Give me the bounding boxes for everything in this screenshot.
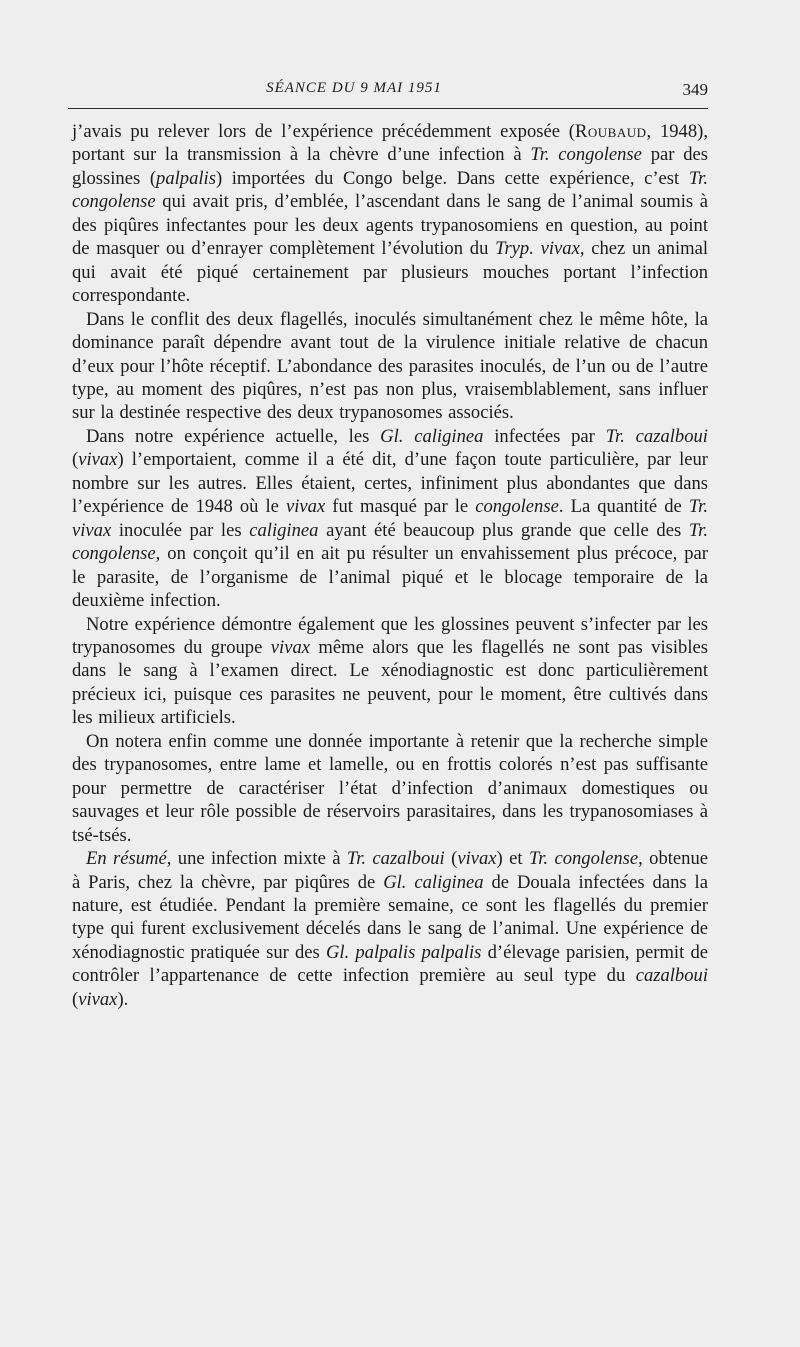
italic-text: palpalis xyxy=(156,167,216,189)
running-header xyxy=(74,78,708,104)
italic-text: Tr. cazalboui xyxy=(346,848,445,870)
italic-text: Tr. congolense xyxy=(530,144,642,166)
paragraph xyxy=(72,120,708,308)
text-run: ayant été beaucoup plus grande que celle des xyxy=(318,519,689,541)
paragraph xyxy=(72,613,708,730)
italic-text: Tryp. vivax xyxy=(495,238,580,260)
paragraph xyxy=(72,847,708,1011)
text-run: d’élevage parisien, permit de contrôler l’appartenance de cette infection première au seul type du xyxy=(72,941,708,987)
paragraph xyxy=(72,730,708,847)
italic-text: Gl. caliginea xyxy=(383,871,484,893)
page-number: 349 xyxy=(682,80,708,99)
italic-text: Tr. vivax xyxy=(72,496,708,541)
header-rule xyxy=(68,108,708,109)
italic-text: vivax xyxy=(78,988,118,1010)
paragraph xyxy=(72,425,708,613)
text-run: infectées par xyxy=(483,425,606,447)
text-run: ( xyxy=(444,848,458,870)
text-run: inoculée par les xyxy=(111,519,250,541)
italic-text: Gl. caliginea xyxy=(380,425,484,447)
text-run: , obtenue à Paris, chez la chèvre, par piqûres de xyxy=(72,848,709,893)
text-run: ) l’emportaient, comme il a été dit, d’une façon toute particulière, par leur nombre sur les autres. Elles étaient, certes, infiniment plus abondantes que dans l’expérience de 1948 où le xyxy=(72,449,708,518)
text-run: même alors que les flagellés ne sont pas visibles dans le sang à l’examen direct. Le xénodiagnostic est donc particulièrement précieux ici, puisque ces parasites ne peuvent, pour le moment, être cultivés dans les milieux artificiels. xyxy=(72,636,708,729)
paragraph xyxy=(72,308,708,425)
text-run: de Douala infectées dans la nature, est étudiée. Pendant la première semaine, ce sont les flagellés du premier type qui furent exclusivement décelés dans le sang de l’animal. Une expérience de xénodiagnostic pratiquée sur des xyxy=(72,871,708,963)
text-run: Dans notre expérience actuelle, les xyxy=(86,425,381,447)
text-run: , 1948), portant sur la transmission à la chèvre d’une infection à xyxy=(72,121,708,166)
text-run: , on conçoit qu’il en ait pu résulter un envahissement plus précoce, par le parasite, de l’organisme de l’animal piqué et le blocage temporaire de la deuxième infection. xyxy=(72,543,708,612)
text-run: . La quantité de xyxy=(558,496,689,518)
text-run: ) importées du Congo belge. Dans cette expérience, c’est xyxy=(215,167,689,189)
text-run: , chez un animal qui avait été piqué certainement par plusieurs mouches portant l’infection correspondante. xyxy=(72,238,709,307)
italic-text: cazalboui xyxy=(635,965,708,987)
italic-text: Tr. cazalboui xyxy=(605,425,708,447)
body-text xyxy=(72,120,708,1011)
text-run: par des glossines ( xyxy=(72,144,708,189)
italic-text: Gl. palpalis palpalis xyxy=(325,941,482,963)
text-run: j’avais pu relever lors de l’expérience précédemment exposée ( xyxy=(72,121,575,142)
text-run: Notre expérience démontre également que les glossines peuvent s’infecter par les trypanosomes du groupe xyxy=(72,613,708,658)
text-run: ( xyxy=(72,449,79,471)
italic-text: caliginea xyxy=(249,519,319,541)
italic-text: Tr. congolense xyxy=(72,167,708,213)
italic-text: congolense xyxy=(475,496,559,518)
text-run: fut masqué par le xyxy=(325,496,476,518)
italic-text: vivax xyxy=(285,496,326,518)
italic-text: vivax xyxy=(270,636,311,658)
italic-text: Tr. congolense xyxy=(72,519,708,565)
italic-text: vivax xyxy=(457,848,497,870)
small-caps-text: Roubaud xyxy=(575,121,647,142)
running-header-title: SÉANCE DU 9 MAI 1951 xyxy=(266,80,442,96)
text-run: ). xyxy=(117,988,129,1010)
text-run: ( xyxy=(72,988,79,1010)
text-run: ) et xyxy=(496,848,529,870)
italic-text: En résumé xyxy=(86,848,167,870)
text-run: , une infection mixte à xyxy=(166,848,347,870)
text-run: qui avait pris, d’emblée, l’ascendant dans le sang de l’animal soumis à des piqûres infectantes pour les deux agents trypanosomiens en question, au point de masquer ou d’enrayer complètement l’évolution du xyxy=(72,191,708,260)
italic-text: Tr. congolense xyxy=(528,848,639,870)
text-run: On notera enfin comme une donnée importante à retenir que la recherche simple des trypanosomes, entre lame et lamelle, ou en frottis colorés n’est pas suffisante pour permettre de caractériser l’état d’infection d’animaux domestiques ou sauvages et leur rôle possible de réservoirs parasitaires, dans les trypanosomiases à tsé-tsés. xyxy=(72,730,708,846)
italic-text: vivax xyxy=(78,449,118,471)
text-run: Dans le conflit des deux flagellés, inoculés simultanément chez le même hôte, la dominance paraît dépendre avant tout de la virulence initiale relative de chacun d’eux pour l’hôte réceptif. L’abondance des parasites inoculés, de l’un ou de l’autre type, au moment des piqûres, n’est pas non plus, vraisemblablement, sans influer sur la destinée respective des deux trypanosomes associés. xyxy=(72,308,708,424)
